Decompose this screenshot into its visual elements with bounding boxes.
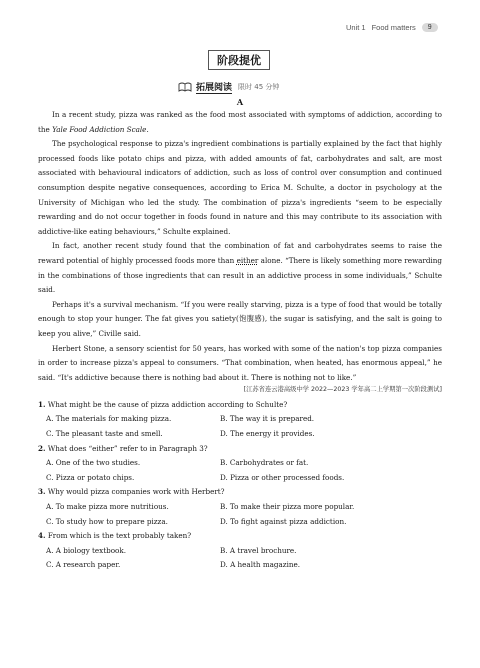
sub-section-heading [178, 80, 279, 94]
passage-letter: A [236, 97, 244, 107]
option-a: A. The materials for making pizza. [46, 414, 172, 424]
source-citation: [江苏省连云港高级中学 2022—2023 学年高二上学期第一次阶段测试] [243, 386, 442, 394]
option-b: B. A travel brochure. [220, 545, 297, 555]
option-d: D. Pizza or other processed foods. [220, 472, 345, 482]
unit-label: Unit 1 [346, 22, 366, 32]
option-d: D. A health magazine. [220, 560, 301, 570]
question-2: 2. What does “either” refer to in Paragraph 3? A. One of the two studies. B. Carbohydrates or fat. C. Pizza or potato chips. D. Pizza or other processed foods. [38, 442, 442, 486]
page-header [346, 20, 440, 34]
paragraph-2: The psychological response to pizza's ingredient combinations is partially explained by the fact that highly processed foods like potato chips and pizza, with added amounts of fat, carbohydrates and salt, are most associated with behavioural indicators of addiction, such as loss of control over consumption and continued consumption despite negative consequences, according to Erica M. Schulte, a doctor in psychology at the University of Michigan who led the study. The combination of pizza's ingredients “seem to be especially rewarding and do not occur together in foods found in nature and this may contribute to its association with addictive-like eating behaviours,” Schulte explained. [38, 139, 442, 236]
option-b: B. To make their pizza more popular. [220, 502, 355, 512]
paragraph-5: Herbert Stone, a sensory scientist for 50 years, has worked with some of the nation's top pizza companies in order to increase pizza's appeal to consumers. “That combination, when heated, has enormous appeal,” he said. “It's addictive because there is nothing bad about it. There is nothing not to like.” [38, 343, 442, 382]
book-icon [178, 82, 192, 92]
paragraph-3: In fact, another recent study found that the combination of fat and carbohydrates seems to raise the reward potential of highly processed foods more than either alone. “There is likely something more rewarding in the combinations of those ingredients that can result in an addictive process in some individuals,” Schulte said. [38, 241, 442, 295]
time-limit: 限时 45 分钟 [238, 83, 280, 91]
option-c: C. The pleasant taste and smell. [46, 429, 163, 439]
option-c: C. Pizza or potato chips. [46, 472, 135, 482]
paragraph-1: In a recent study, pizza was ranked as the food most associated with symptoms of addiction, according to the Yale Food Addiction Scale. [38, 110, 442, 134]
option-d: D. The energy it provides. [220, 429, 315, 439]
paragraph-4: Perhaps it's a survival mechanism. “If you were really starving, pizza is a type of food that would be totally enough to stop your hunger. The fat gives you satiety(饱腹感), the sugar is satisfying, and the salt is going to keep you alive,” Civille said. [38, 299, 442, 338]
section-title: 阶段提优 [208, 50, 270, 70]
option-b: B. Carbohydrates or fat. [220, 458, 309, 468]
unit-title: Food matters [371, 22, 416, 32]
option-a: A. To make pizza more nutritious. [46, 502, 169, 512]
option-b: B. The way it is prepared. [220, 414, 315, 424]
passage-content [38, 108, 442, 573]
question-4: 4. From which is the text probably taken? A. A biology textbook. B. A travel brochure. C. A research paper. D. A health magazine. [38, 529, 442, 573]
option-c: C. To study how to prepare pizza. [46, 516, 168, 526]
underlined-either: either [236, 255, 259, 265]
option-a: A. One of the two studies. [46, 458, 141, 468]
sub-section-label: 拓展阅读 [196, 80, 232, 94]
question-3: 3. Why would pizza companies work with Herbert? A. To make pizza more nutritious. B. To make their pizza more popular. C. To study how to prepare pizza. D. To fight against pizza addiction. [38, 485, 442, 529]
option-d: D. To fight against pizza addiction. [220, 516, 347, 526]
option-a: A. A biology textbook. [46, 545, 127, 555]
option-c: C. A research paper. [46, 560, 121, 570]
page-number: 9 [422, 23, 438, 32]
question-1: 1. What might be the cause of pizza addiction according to Schulte? A. The materials for making pizza. B. The way it is prepared. C. The pleasant taste and smell. D. The energy it provides. [38, 398, 442, 442]
